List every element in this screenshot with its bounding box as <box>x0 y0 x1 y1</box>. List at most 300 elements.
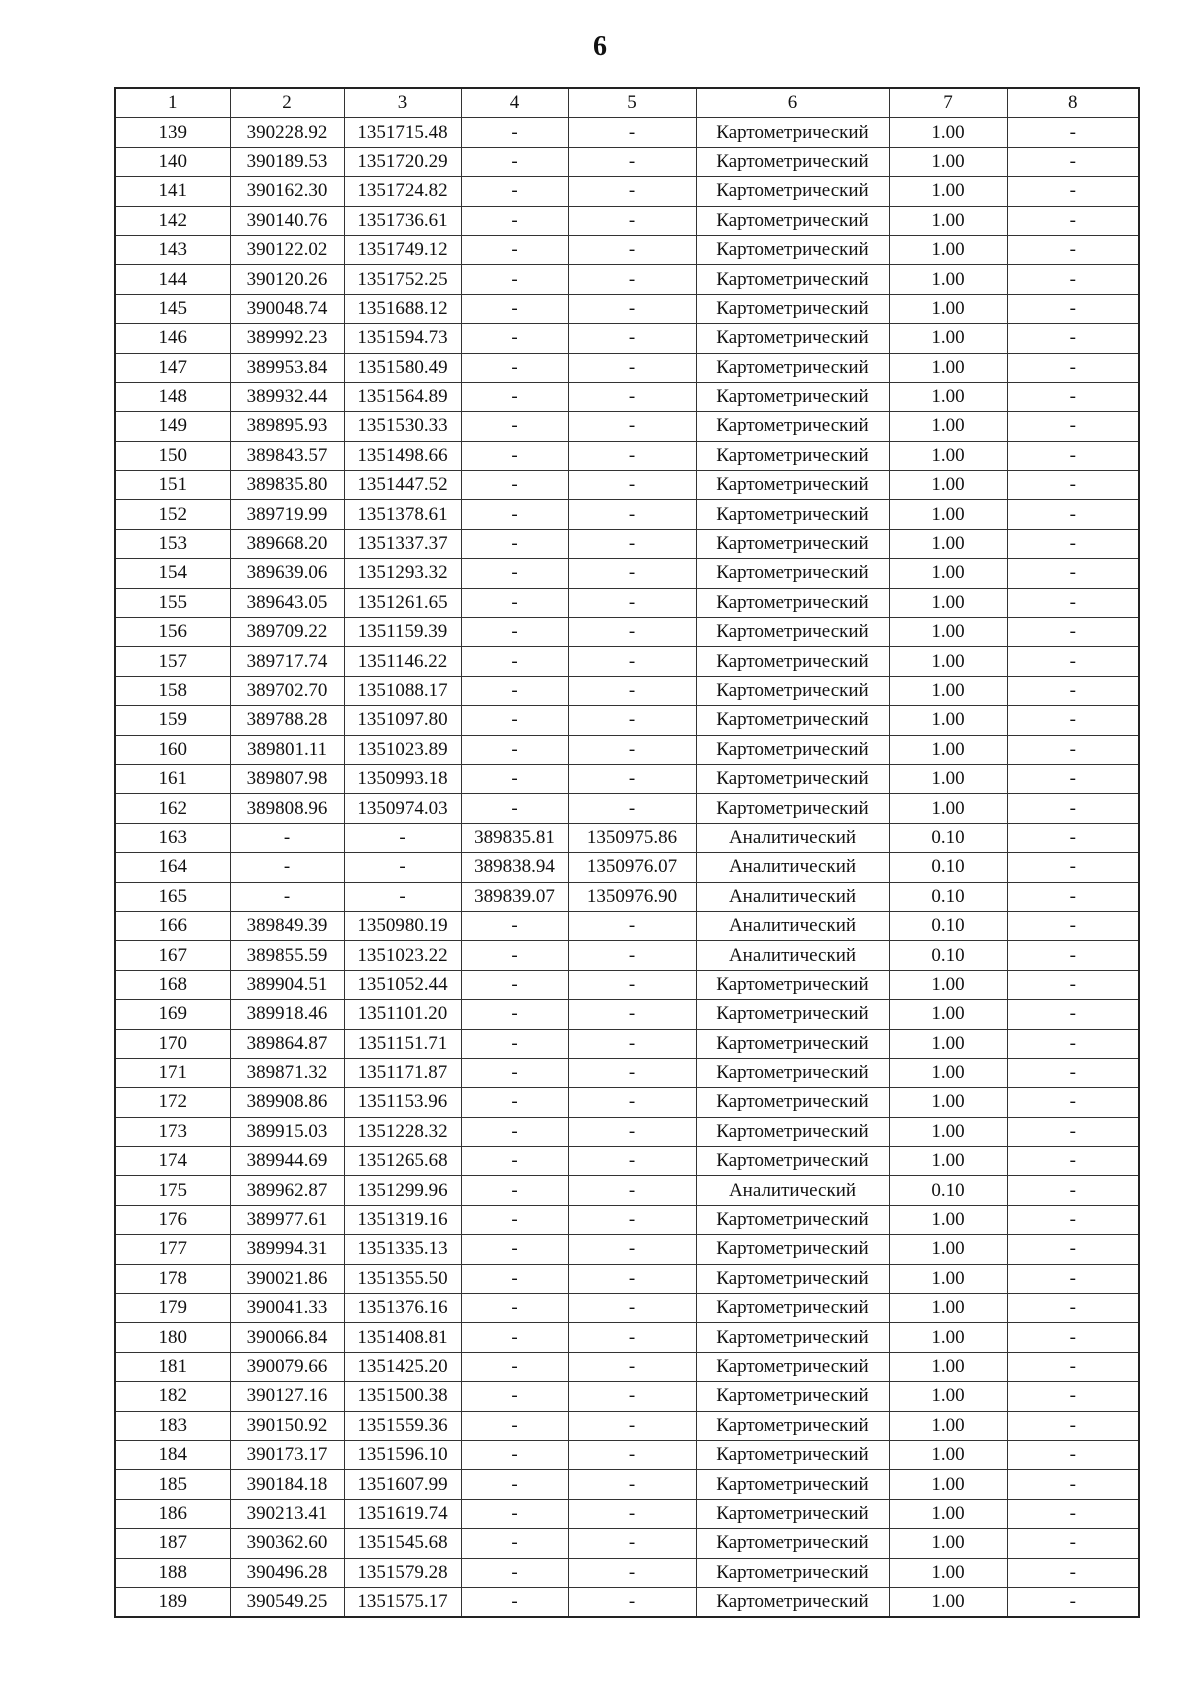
cell-method: Картометрический <box>696 1088 889 1117</box>
cell-y-new: 1350976.90 <box>568 882 696 911</box>
cell-note: - <box>1007 1088 1139 1117</box>
cell-note: - <box>1007 324 1139 353</box>
cell-x-new: - <box>461 676 568 705</box>
cell-y-new: - <box>568 1529 696 1558</box>
cell-method: Картометрический <box>696 235 889 264</box>
table-row <box>115 1235 1139 1264</box>
cell-y-coordinate: - <box>344 823 461 852</box>
cell-accuracy: 0.10 <box>889 853 1007 882</box>
cell-point-number: 159 <box>115 706 230 735</box>
table-row <box>115 1264 1139 1293</box>
cell-accuracy: 1.00 <box>889 794 1007 823</box>
cell-x-coordinate: 390021.86 <box>230 1264 344 1293</box>
cell-y-new: - <box>568 529 696 558</box>
cell-x-coordinate: 389895.93 <box>230 412 344 441</box>
cell-y-coordinate: 1351559.36 <box>344 1411 461 1440</box>
table-row <box>115 1029 1139 1058</box>
header-row <box>115 88 1139 118</box>
cell-note: - <box>1007 1235 1139 1264</box>
cell-y-coordinate: 1351498.66 <box>344 441 461 470</box>
cell-method: Картометрический <box>696 970 889 999</box>
column-header-7: 7 <box>889 88 1007 118</box>
cell-y-coordinate: - <box>344 882 461 911</box>
cell-y-coordinate: 1351752.25 <box>344 265 461 294</box>
cell-note: - <box>1007 882 1139 911</box>
cell-x-coordinate: 389709.22 <box>230 618 344 647</box>
cell-accuracy: 1.00 <box>889 1264 1007 1293</box>
cell-point-number: 158 <box>115 676 230 705</box>
cell-method: Картометрический <box>696 618 889 647</box>
cell-x-new: - <box>461 1411 568 1440</box>
cell-method: Картометрический <box>696 764 889 793</box>
cell-y-new: - <box>568 324 696 353</box>
cell-note: - <box>1007 118 1139 147</box>
cell-method: Аналитический <box>696 1176 889 1205</box>
table-row <box>115 324 1139 353</box>
cell-accuracy: 1.00 <box>889 1382 1007 1411</box>
column-header-1: 1 <box>115 88 230 118</box>
cell-accuracy: 1.00 <box>889 500 1007 529</box>
cell-x-coordinate: 390140.76 <box>230 206 344 235</box>
cell-y-coordinate: 1351564.89 <box>344 382 461 411</box>
cell-y-coordinate: 1351724.82 <box>344 177 461 206</box>
cell-x-new: - <box>461 177 568 206</box>
cell-accuracy: 1.00 <box>889 1205 1007 1234</box>
cell-y-coordinate: 1351355.50 <box>344 1264 461 1293</box>
cell-y-new: - <box>568 1264 696 1293</box>
cell-point-number: 171 <box>115 1058 230 1087</box>
cell-note: - <box>1007 353 1139 382</box>
table-row <box>115 676 1139 705</box>
cell-method: Картометрический <box>696 1499 889 1528</box>
cell-x-new: - <box>461 1499 568 1528</box>
cell-method: Картометрический <box>696 1294 889 1323</box>
cell-method: Картометрический <box>696 1529 889 1558</box>
cell-point-number: 174 <box>115 1147 230 1176</box>
cell-accuracy: 1.00 <box>889 1117 1007 1146</box>
cell-point-number: 152 <box>115 500 230 529</box>
cell-note: - <box>1007 1352 1139 1381</box>
cell-note: - <box>1007 853 1139 882</box>
cell-x-coordinate: 390079.66 <box>230 1352 344 1381</box>
cell-note: - <box>1007 1205 1139 1234</box>
cell-x-coordinate: 389808.96 <box>230 794 344 823</box>
table-row <box>115 1294 1139 1323</box>
cell-y-coordinate: 1351447.52 <box>344 471 461 500</box>
cell-y-coordinate: 1351688.12 <box>344 294 461 323</box>
cell-method: Картометрический <box>696 735 889 764</box>
cell-note: - <box>1007 559 1139 588</box>
column-header-8: 8 <box>1007 88 1139 118</box>
cell-method: Картометрический <box>696 1440 889 1469</box>
cell-accuracy: 1.00 <box>889 1147 1007 1176</box>
cell-accuracy: 1.00 <box>889 1029 1007 1058</box>
table-row <box>115 588 1139 617</box>
cell-method: Картометрический <box>696 647 889 676</box>
cell-point-number: 183 <box>115 1411 230 1440</box>
cell-method: Картометрический <box>696 353 889 382</box>
cell-x-new: - <box>461 1470 568 1499</box>
cell-y-new: - <box>568 1411 696 1440</box>
cell-y-new: - <box>568 911 696 940</box>
cell-accuracy: 1.00 <box>889 1558 1007 1587</box>
cell-y-coordinate: 1351265.68 <box>344 1147 461 1176</box>
cell-accuracy: 1.00 <box>889 735 1007 764</box>
cell-x-new: - <box>461 206 568 235</box>
cell-y-new: - <box>568 764 696 793</box>
cell-x-new: 389838.94 <box>461 853 568 882</box>
cell-accuracy: 1.00 <box>889 647 1007 676</box>
cell-note: - <box>1007 529 1139 558</box>
table-row <box>115 618 1139 647</box>
cell-x-coordinate: 389788.28 <box>230 706 344 735</box>
table-row <box>115 353 1139 382</box>
cell-x-coordinate: 390162.30 <box>230 177 344 206</box>
cell-accuracy: 1.00 <box>889 1499 1007 1528</box>
cell-y-new: - <box>568 1058 696 1087</box>
cell-y-coordinate: 1351408.81 <box>344 1323 461 1352</box>
cell-y-new: - <box>568 647 696 676</box>
cell-method: Аналитический <box>696 911 889 940</box>
cell-method: Картометрический <box>696 147 889 176</box>
cell-accuracy: 1.00 <box>889 970 1007 999</box>
cell-x-coordinate: 390362.60 <box>230 1529 344 1558</box>
cell-point-number: 173 <box>115 1117 230 1146</box>
cell-x-coordinate: 389932.44 <box>230 382 344 411</box>
cell-method: Картометрический <box>696 1470 889 1499</box>
cell-y-new: - <box>568 206 696 235</box>
cell-y-new: - <box>568 353 696 382</box>
cell-note: - <box>1007 1411 1139 1440</box>
cell-y-new: - <box>568 970 696 999</box>
cell-point-number: 140 <box>115 147 230 176</box>
table-row <box>115 235 1139 264</box>
cell-y-new: - <box>568 500 696 529</box>
cell-x-new: - <box>461 970 568 999</box>
column-header-5: 5 <box>568 88 696 118</box>
cell-y-coordinate: 1351151.71 <box>344 1029 461 1058</box>
cell-x-coordinate: 390213.41 <box>230 1499 344 1528</box>
cell-accuracy: 1.00 <box>889 324 1007 353</box>
cell-method: Картометрический <box>696 206 889 235</box>
table-row <box>115 118 1139 147</box>
cell-point-number: 150 <box>115 441 230 470</box>
cell-method: Аналитический <box>696 882 889 911</box>
cell-y-new: - <box>568 706 696 735</box>
table-row <box>115 911 1139 940</box>
cell-note: - <box>1007 970 1139 999</box>
cell-point-number: 185 <box>115 1470 230 1499</box>
cell-y-new: - <box>568 1176 696 1205</box>
cell-point-number: 160 <box>115 735 230 764</box>
cell-accuracy: 1.00 <box>889 382 1007 411</box>
cell-x-new: - <box>461 1000 568 1029</box>
cell-note: - <box>1007 1440 1139 1469</box>
cell-y-new: - <box>568 1382 696 1411</box>
cell-y-new: - <box>568 382 696 411</box>
cell-point-number: 175 <box>115 1176 230 1205</box>
cell-x-new: - <box>461 1440 568 1469</box>
cell-y-coordinate: 1351378.61 <box>344 500 461 529</box>
cell-point-number: 161 <box>115 764 230 793</box>
cell-y-coordinate: 1351052.44 <box>344 970 461 999</box>
cell-x-coordinate: 389801.11 <box>230 735 344 764</box>
cell-accuracy: 1.00 <box>889 206 1007 235</box>
table-row <box>115 1058 1139 1087</box>
cell-method: Аналитический <box>696 853 889 882</box>
cell-method: Картометрический <box>696 1558 889 1587</box>
table-row <box>115 1558 1139 1587</box>
cell-method: Картометрический <box>696 559 889 588</box>
cell-x-coordinate: 389717.74 <box>230 647 344 676</box>
cell-y-coordinate: 1351720.29 <box>344 147 461 176</box>
table-row <box>115 1176 1139 1205</box>
cell-x-new: - <box>461 1352 568 1381</box>
cell-y-coordinate: 1350980.19 <box>344 911 461 940</box>
cell-y-new: - <box>568 618 696 647</box>
cell-point-number: 145 <box>115 294 230 323</box>
cell-y-new: - <box>568 1470 696 1499</box>
cell-x-new: - <box>461 764 568 793</box>
cell-point-number: 166 <box>115 911 230 940</box>
cell-y-coordinate: 1351146.22 <box>344 647 461 676</box>
cell-y-new: - <box>568 235 696 264</box>
cell-x-coordinate: 390127.16 <box>230 1382 344 1411</box>
cell-point-number: 176 <box>115 1205 230 1234</box>
cell-y-coordinate: 1350993.18 <box>344 764 461 793</box>
table-row <box>115 147 1139 176</box>
cell-x-new: - <box>461 618 568 647</box>
cell-x-new: - <box>461 1147 568 1176</box>
cell-accuracy: 1.00 <box>889 1411 1007 1440</box>
cell-point-number: 154 <box>115 559 230 588</box>
cell-note: - <box>1007 1147 1139 1176</box>
cell-x-new: - <box>461 588 568 617</box>
cell-y-coordinate: 1351594.73 <box>344 324 461 353</box>
cell-point-number: 155 <box>115 588 230 617</box>
table-row <box>115 647 1139 676</box>
table-row <box>115 559 1139 588</box>
table-row <box>115 1147 1139 1176</box>
cell-method: Картометрический <box>696 471 889 500</box>
cell-accuracy: 1.00 <box>889 147 1007 176</box>
cell-point-number: 148 <box>115 382 230 411</box>
cell-x-new: - <box>461 441 568 470</box>
cell-method: Картометрический <box>696 177 889 206</box>
cell-note: - <box>1007 1470 1139 1499</box>
cell-method: Картометрический <box>696 1382 889 1411</box>
table-row <box>115 1205 1139 1234</box>
cell-method: Картометрический <box>696 1058 889 1087</box>
cell-x-coordinate: 389835.80 <box>230 471 344 500</box>
cell-point-number: 149 <box>115 412 230 441</box>
table-row <box>115 1382 1139 1411</box>
column-header-6: 6 <box>696 88 889 118</box>
cell-y-new: - <box>568 1029 696 1058</box>
cell-x-new: - <box>461 1323 568 1352</box>
cell-y-new: - <box>568 1294 696 1323</box>
table-row <box>115 177 1139 206</box>
cell-x-new: - <box>461 735 568 764</box>
cell-x-coordinate: - <box>230 853 344 882</box>
cell-method: Картометрический <box>696 1117 889 1146</box>
cell-y-new: - <box>568 265 696 294</box>
cell-accuracy: 1.00 <box>889 177 1007 206</box>
table-row <box>115 853 1139 882</box>
cell-x-coordinate: 390228.92 <box>230 118 344 147</box>
cell-y-new: - <box>568 147 696 176</box>
cell-x-coordinate: 390184.18 <box>230 1470 344 1499</box>
cell-note: - <box>1007 1058 1139 1087</box>
cell-note: - <box>1007 1117 1139 1146</box>
cell-accuracy: 1.00 <box>889 706 1007 735</box>
cell-x-coordinate: 390041.33 <box>230 1294 344 1323</box>
cell-y-coordinate: 1351101.20 <box>344 1000 461 1029</box>
cell-method: Картометрический <box>696 588 889 617</box>
cell-point-number: 157 <box>115 647 230 676</box>
cell-y-coordinate: 1351500.38 <box>344 1382 461 1411</box>
cell-y-new: - <box>568 1147 696 1176</box>
cell-method: Картометрический <box>696 118 889 147</box>
cell-y-new: - <box>568 1117 696 1146</box>
table-row <box>115 1529 1139 1558</box>
cell-x-coordinate: 389944.69 <box>230 1147 344 1176</box>
cell-point-number: 163 <box>115 823 230 852</box>
cell-x-new: - <box>461 412 568 441</box>
cell-y-coordinate: 1351337.37 <box>344 529 461 558</box>
cell-method: Картометрический <box>696 706 889 735</box>
cell-y-coordinate: 1351171.87 <box>344 1058 461 1087</box>
cell-x-new: - <box>461 794 568 823</box>
cell-point-number: 147 <box>115 353 230 382</box>
cell-x-new: - <box>461 471 568 500</box>
cell-point-number: 181 <box>115 1352 230 1381</box>
cell-x-new: - <box>461 235 568 264</box>
cell-x-new: - <box>461 1205 568 1234</box>
cell-accuracy: 1.00 <box>889 265 1007 294</box>
cell-x-coordinate: - <box>230 823 344 852</box>
column-header-2: 2 <box>230 88 344 118</box>
table-row <box>115 823 1139 852</box>
table-row <box>115 1323 1139 1352</box>
cell-note: - <box>1007 500 1139 529</box>
cell-y-new: - <box>568 1440 696 1469</box>
cell-y-coordinate: 1351545.68 <box>344 1529 461 1558</box>
cell-x-coordinate: - <box>230 882 344 911</box>
cell-x-coordinate: 390120.26 <box>230 265 344 294</box>
cell-accuracy: 0.10 <box>889 941 1007 970</box>
cell-point-number: 153 <box>115 529 230 558</box>
cell-method: Картометрический <box>696 1323 889 1352</box>
cell-note: - <box>1007 1587 1139 1617</box>
column-header-3: 3 <box>344 88 461 118</box>
cell-note: - <box>1007 1323 1139 1352</box>
cell-x-coordinate: 389962.87 <box>230 1176 344 1205</box>
cell-y-new: - <box>568 441 696 470</box>
cell-y-new: - <box>568 1558 696 1587</box>
cell-x-new: - <box>461 382 568 411</box>
cell-y-new: - <box>568 794 696 823</box>
table-row <box>115 1587 1139 1617</box>
cell-note: - <box>1007 676 1139 705</box>
cell-y-new: - <box>568 1323 696 1352</box>
cell-accuracy: 0.10 <box>889 911 1007 940</box>
cell-accuracy: 1.00 <box>889 235 1007 264</box>
cell-x-coordinate: 389915.03 <box>230 1117 344 1146</box>
table-row <box>115 1411 1139 1440</box>
cell-method: Картометрический <box>696 1205 889 1234</box>
cell-point-number: 167 <box>115 941 230 970</box>
cell-note: - <box>1007 1000 1139 1029</box>
table-row <box>115 1499 1139 1528</box>
table-row <box>115 764 1139 793</box>
cell-method: Картометрический <box>696 265 889 294</box>
cell-accuracy: 1.00 <box>889 353 1007 382</box>
cell-y-coordinate: 1351159.39 <box>344 618 461 647</box>
cell-x-coordinate: 389918.46 <box>230 1000 344 1029</box>
cell-y-coordinate: 1351425.20 <box>344 1352 461 1381</box>
cell-note: - <box>1007 1499 1139 1528</box>
cell-y-coordinate: 1351580.49 <box>344 353 461 382</box>
cell-y-new: - <box>568 412 696 441</box>
table-row <box>115 500 1139 529</box>
cell-accuracy: 1.00 <box>889 294 1007 323</box>
cell-point-number: 151 <box>115 471 230 500</box>
cell-y-new: - <box>568 1587 696 1617</box>
cell-y-coordinate: 1351376.16 <box>344 1294 461 1323</box>
cell-x-new: - <box>461 294 568 323</box>
cell-accuracy: 1.00 <box>889 676 1007 705</box>
cell-method: Картометрический <box>696 382 889 411</box>
page-number: 6 <box>593 31 607 62</box>
cell-x-new: - <box>461 1264 568 1293</box>
cell-point-number: 177 <box>115 1235 230 1264</box>
cell-note: - <box>1007 911 1139 940</box>
cell-y-new: - <box>568 177 696 206</box>
cell-y-new: - <box>568 735 696 764</box>
cell-x-new: - <box>461 1117 568 1146</box>
cell-point-number: 188 <box>115 1558 230 1587</box>
table-row <box>115 1088 1139 1117</box>
cell-x-new: - <box>461 500 568 529</box>
table-row <box>115 706 1139 735</box>
cell-x-coordinate: 390549.25 <box>230 1587 344 1617</box>
cell-x-coordinate: 389668.20 <box>230 529 344 558</box>
cell-note: - <box>1007 706 1139 735</box>
cell-note: - <box>1007 471 1139 500</box>
cell-y-coordinate: 1351607.99 <box>344 1470 461 1499</box>
cell-method: Картометрический <box>696 1029 889 1058</box>
table-row <box>115 794 1139 823</box>
cell-y-coordinate: 1351153.96 <box>344 1088 461 1117</box>
cell-y-new: - <box>568 1235 696 1264</box>
cell-x-new: - <box>461 1529 568 1558</box>
cell-point-number: 182 <box>115 1382 230 1411</box>
cell-method: Картометрический <box>696 1352 889 1381</box>
cell-note: - <box>1007 265 1139 294</box>
cell-y-new: - <box>568 1205 696 1234</box>
cell-x-new: - <box>461 1382 568 1411</box>
cell-accuracy: 1.00 <box>889 1058 1007 1087</box>
cell-x-new: - <box>461 324 568 353</box>
cell-y-new: - <box>568 1352 696 1381</box>
cell-y-new: - <box>568 1000 696 1029</box>
cell-point-number: 170 <box>115 1029 230 1058</box>
cell-x-new: - <box>461 1029 568 1058</box>
cell-note: - <box>1007 382 1139 411</box>
cell-y-coordinate: 1351530.33 <box>344 412 461 441</box>
cell-note: - <box>1007 412 1139 441</box>
